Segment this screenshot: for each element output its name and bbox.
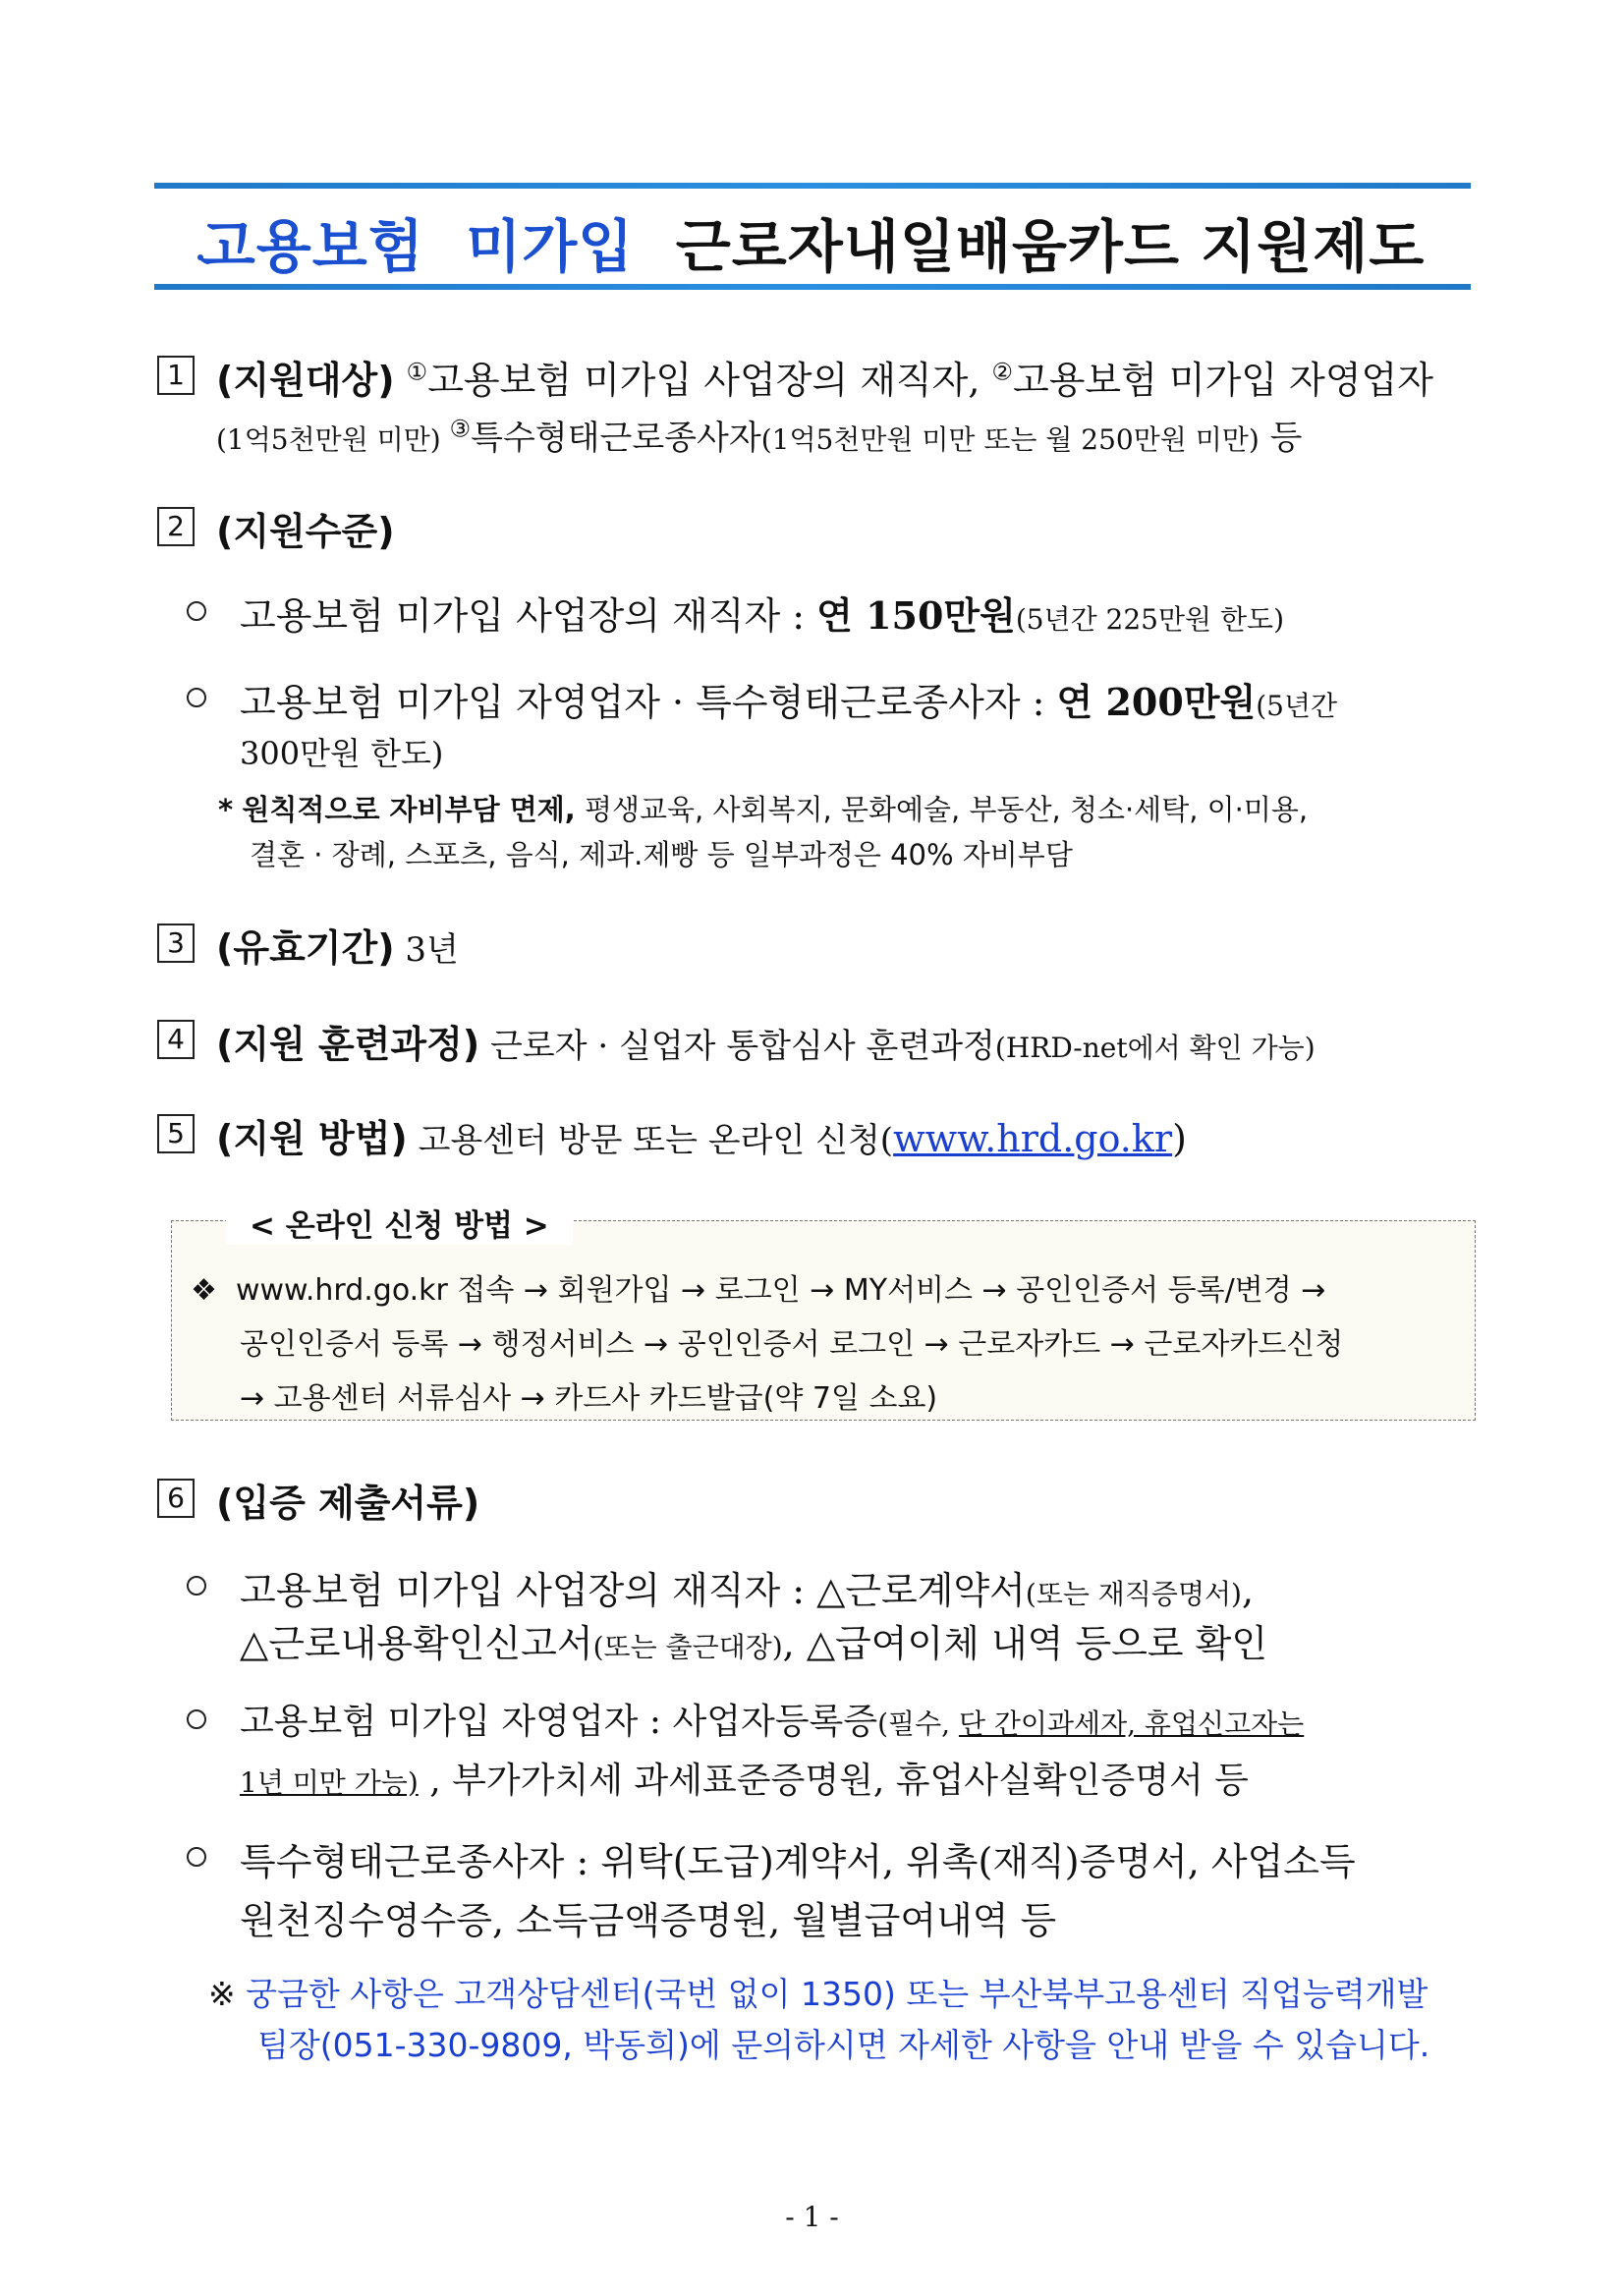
title-emphasis-2: 미가입 [466, 213, 635, 280]
section-1-item-1: 고용보험 미가입 사업장의 재직자, [427, 359, 992, 402]
section-6-item-2: 고용보험 미가입 자영업자 : 사업자등록증(필수, 단 간이과세자, 휴업신고자는 [240, 1702, 1305, 1742]
section-1-line-1 [216, 350, 1433, 404]
title-rest: 근로자내일배움카드 지원제도 [675, 213, 1426, 280]
section-2-note-line-1: * 원칙적으로 자비부담 면제, 평생교육, 사회복지, 문화예술, 부동산, 청소·세탁, 이·미용, [218, 793, 1309, 826]
section-1-note-b: (1억5천만원 미만 또는 월 250만원 미만) [760, 423, 1260, 456]
section-2-heading [216, 501, 395, 555]
section-5-line: (지원 방법) 고용센터 방문 또는 온라인 신청(www.hrd.go.kr) [216, 1117, 1187, 1160]
online-step-line-2: 공인인증서 등록 → 행정서비스 → 공인인증서 로그인 → 근로자카드 → 근로자카드신청 [240, 1327, 1344, 1362]
online-step-line-3: → 고용센터 서류심사 → 카드사 카드발급(약 7일 소요) [240, 1381, 938, 1416]
amount-200: 연 200만원 [1056, 680, 1257, 724]
section-number-5: 5 [157, 1114, 195, 1153]
section-4-label: (지원 훈련과정) [216, 1023, 480, 1066]
section-6-item-3: 특수형태근로종사자 : 위탁(도급)계약서, 위촉(재직)증명서, 사업소득 [240, 1840, 1356, 1883]
contact-note-line-1: ※ 궁금한 사항은 고객상담센터(국번 없이 1350) 또는 부산북부고용센터 직업능력개발 [208, 1975, 1428, 2013]
section-4-line: (지원 훈련과정) 근로자 · 실업자 통합심사 훈련과정(HRD-net에서 확인 가능) [216, 1023, 1316, 1066]
title-emphasis-1: 고용보험 [199, 213, 424, 280]
section-6-heading [216, 1473, 479, 1527]
title-top-rule [154, 183, 1471, 189]
bullet-circle [187, 1709, 206, 1729]
hrd-website-link[interactable]: www.hrd.go.kr [893, 1117, 1173, 1160]
page-title [154, 200, 1471, 283]
section-1-etc: 등 [1259, 419, 1303, 458]
page-number: - 1 - [785, 2201, 839, 2233]
section-number-6: 6 [157, 1479, 195, 1518]
circled-3: ③ [449, 415, 472, 443]
online-step-line-1: ❖ www.hrd.go.kr 접속 → 회원가입 → 로그인 → MY서비스 → 공인인증서 등록/변경 → [191, 1273, 1326, 1308]
section-2-item-2-cont: 300만원 한도) [240, 735, 444, 772]
bullet-circle [187, 1576, 206, 1596]
section-number-2: 2 [157, 507, 195, 546]
section-2-item-2: 고용보험 미가입 자영업자 · 특수형태근로종사자 : 연 200만원(5년간 [240, 680, 1338, 724]
section-1-label: (지원대상) [216, 359, 395, 402]
section-number-3: 3 [157, 924, 195, 963]
diamond-mark-icon: ❖ [191, 1273, 217, 1308]
section-1-item-3: 특수형태근로종사자 [471, 419, 761, 458]
section-1-note-a: (1억5천만원 미만) [216, 423, 450, 456]
bullet-circle [187, 601, 206, 621]
note-star: * [218, 793, 234, 826]
section-2-note-line-2: 결혼 · 장례, 스포츠, 음식, 제과.제빵 등 일부과정은 40% 자비부담 [250, 838, 1073, 871]
section-6-item-1: 고용보험 미가입 사업장의 재직자 : △근로계약서(또는 재직증명서), [240, 1569, 1255, 1612]
section-1-item-2: 고용보험 미가입 자영업자 [1013, 359, 1433, 402]
section-3-line: (유효기간) 3년 [216, 926, 459, 970]
section-number-1: 1 [157, 356, 195, 395]
amount-150: 연 150만원 [816, 593, 1016, 638]
section-3-label: (유효기간) [216, 926, 395, 970]
bullet-circle [187, 1847, 206, 1867]
section-2-item-1: 고용보험 미가입 사업장의 재직자 : 연 150만원(5년간 225만원 한도) [240, 593, 1285, 638]
reference-mark-icon: ※ [208, 1975, 236, 2013]
contact-note-line-2: 팀장(051-330-9809, 박동희)에 문의하시면 자세한 사항을 안내 받을 수 있습니다. [257, 2026, 1430, 2064]
bullet-circle [187, 688, 206, 707]
section-1-line-2 [216, 411, 1302, 459]
circled-1: ① [406, 358, 428, 386]
section-6-item-2-cont: 1년 미만 가능) , 부가가치세 과세표준증명원, 휴업사실확인증명서 등 [240, 1761, 1249, 1801]
section-5-label: (지원 방법) [216, 1117, 408, 1160]
section-number-4: 4 [157, 1020, 195, 1059]
circled-2: ② [991, 358, 1014, 386]
section-6-item-1-cont: △근로내용확인신고서(또는 출근대장), △급여이체 내역 등으로 확인 [240, 1622, 1268, 1665]
section-2-label: (지원수준) [216, 510, 395, 553]
title-bottom-rule [154, 284, 1471, 290]
section-6-label: (입증 제출서류) [216, 1482, 480, 1525]
section-6-item-3-cont: 원천징수영수증, 소득금액증명원, 월별급여내역 등 [240, 1899, 1057, 1942]
online-application-title: < 온라인 신청 방법 > [226, 1201, 573, 1245]
